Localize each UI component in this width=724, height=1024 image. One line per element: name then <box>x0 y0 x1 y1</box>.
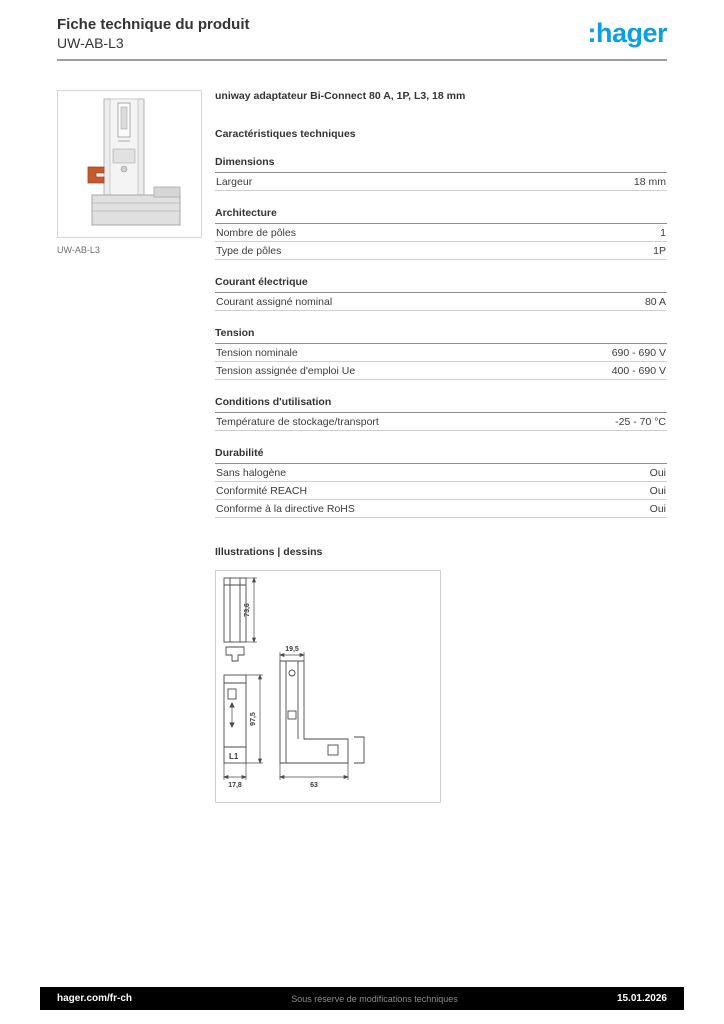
spec-section-title: Courant électrique <box>215 276 667 293</box>
spec-value: 1 <box>660 227 666 239</box>
product-image-column <box>57 90 202 255</box>
spec-value: 80 A <box>644 296 666 308</box>
dim-height-top: 73,6 <box>244 603 251 617</box>
spec-section-title: Architecture <box>215 207 667 224</box>
spec-label: Température de stockage/transport <box>216 416 379 428</box>
spec-label: Conformité REACH <box>216 485 308 497</box>
spec-row <box>215 500 667 518</box>
spec-value: 690 - 690 V <box>611 347 666 359</box>
spec-label: Conforme à la directive RoHS <box>216 503 355 515</box>
spec-label: Courant assigné nominal <box>216 296 333 308</box>
spec-section-tension <box>215 327 667 380</box>
spec-label: Largeur <box>216 176 253 188</box>
spec-section-title: Dimensions <box>215 156 667 173</box>
dim-height-mid: 97,5 <box>250 712 257 726</box>
dim-width-top-right: 19,5 <box>285 646 299 653</box>
spec-row <box>215 464 667 482</box>
product-name: uniway adaptateur Bi-Connect 80 A, 1P, L3, 18 mm <box>215 90 466 102</box>
spec-section-title: Conditions d'utilisation <box>215 396 667 413</box>
spec-section-conditions <box>215 396 667 431</box>
spec-row <box>215 413 667 431</box>
spec-section-title: Tension <box>215 327 667 344</box>
spec-section-title: Durabilité <box>215 447 667 464</box>
pole-label: L1 <box>229 752 239 761</box>
dimensional-drawing <box>215 570 441 803</box>
product-reference: UW-AB-L3 <box>57 35 124 51</box>
spec-value: Oui <box>649 485 666 497</box>
spec-row <box>215 242 667 260</box>
spec-value: 400 - 690 V <box>611 365 666 377</box>
spec-row <box>215 362 667 380</box>
spec-label: Tension assignée d'emploi Ue <box>216 365 356 377</box>
spec-label: Nombre de pôles <box>216 227 296 239</box>
dimensional-drawing-svg <box>216 571 440 802</box>
spec-value: 18 mm <box>633 176 666 188</box>
spec-section-courant <box>215 276 667 311</box>
dim-width-bottom-right: 63 <box>310 782 318 789</box>
footer-disclaimer: Sous réserve de modifications techniques <box>291 993 458 1004</box>
specs-heading: Caractéristiques techniques <box>215 128 356 140</box>
page-title: Fiche technique du produit <box>57 16 250 33</box>
spec-row <box>215 344 667 362</box>
spec-value: Oui <box>649 467 666 479</box>
dim-width-bottom-left: 17,8 <box>228 782 242 789</box>
footer-website-link[interactable]: hager.com/fr-ch <box>57 993 133 1004</box>
header <box>57 16 667 61</box>
illustrations-heading: Illustrations | dessins <box>215 546 323 558</box>
spec-value: 1P <box>653 245 666 257</box>
spec-row <box>215 224 667 242</box>
spec-row <box>215 482 667 500</box>
spec-row <box>215 293 667 311</box>
product-image-caption: UW-AB-L3 <box>57 245 100 255</box>
spec-value: Oui <box>649 503 666 515</box>
spec-label: Type de pôles <box>216 245 282 257</box>
hager-logo: :hager <box>587 18 667 48</box>
footer-bar <box>40 987 684 1010</box>
spec-section-durabilite <box>215 447 667 518</box>
spec-row <box>215 173 667 191</box>
spec-section-architecture <box>215 207 667 260</box>
product-image <box>57 90 202 238</box>
spec-label: Tension nominale <box>216 347 298 359</box>
spec-section-dimensions <box>215 156 667 191</box>
technical-data-column <box>215 90 667 803</box>
footer-date: 15.01.2026 <box>616 993 667 1004</box>
spec-label: Sans halogène <box>216 467 287 479</box>
product-photo-drawing <box>58 91 201 237</box>
spec-value: -25 - 70 °C <box>615 416 666 428</box>
